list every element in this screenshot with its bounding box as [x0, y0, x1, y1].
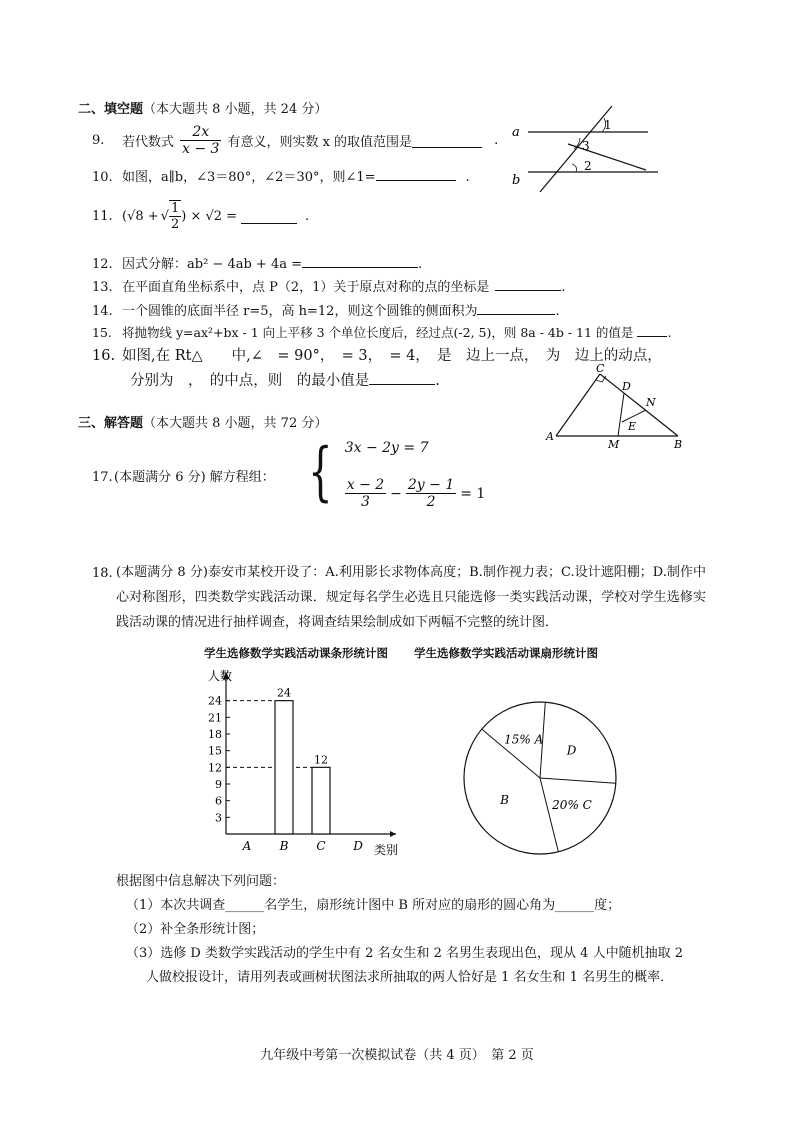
- bar-chart-title: 学生选修数学实践活动课条形统计图: [204, 646, 388, 660]
- q11-expr-b: ) × √2 =: [181, 208, 238, 224]
- q18-sub-3-line-2: 人做校报设计，请用列表或画树状图法求所抽取的两人恰好是 1 名女生和 1 名男生的概率．: [146, 970, 674, 985]
- q12-number: 12.: [92, 257, 113, 272]
- question-18-paragraph: (本题满分 8 分)泰安市某校开设了：A.利用影长求物体高度；B.制作视力表；C.设计遮阳棚；D.制作中心对称图形，四类数学实践活动课．规定每名学生必选且只能选修一类实践活动课，学校对学生选修实践活动课的情况进行抽样调查，将调查结果绘制成如下两幅不完整的统计图．: [116, 565, 706, 630]
- slice-label-D: D: [566, 743, 577, 758]
- section-2-heading: [78, 98, 327, 117]
- x-tick-label: B: [279, 839, 289, 853]
- q11-fraction: [169, 200, 181, 232]
- section-3-heading: [78, 412, 327, 431]
- label-B: B: [674, 438, 683, 451]
- question-14: [92, 300, 560, 319]
- q14-number: 14.: [92, 304, 113, 319]
- question-10: [92, 166, 470, 185]
- q10-end: .: [465, 170, 470, 185]
- question-16-cont: [130, 369, 440, 390]
- bar-label-B: 24: [277, 686, 291, 700]
- y-tick-label: 3: [215, 811, 222, 825]
- side-CA: [556, 374, 600, 436]
- q12-text: 因式分解：ab² − 4ab + 4a =: [122, 257, 302, 272]
- y-tick-label: 12: [208, 761, 222, 775]
- q17-eq-2: [345, 477, 486, 510]
- y-tick-label: 15: [208, 744, 222, 758]
- q17-equations: [345, 440, 486, 510]
- y-tick-label: 24: [208, 694, 222, 708]
- transversal-line: [540, 106, 612, 192]
- q9-pre: 若代数式: [122, 135, 175, 150]
- question-18-number: 18.: [92, 566, 113, 581]
- q17-system: [300, 435, 486, 510]
- y-axis-label: 人数: [208, 669, 233, 683]
- x-tick-label: C: [316, 839, 326, 853]
- q9-fraction: [180, 124, 221, 157]
- q16-line-2: 分别为 ， 的中点，则 的最小值是: [130, 373, 370, 389]
- bar-C: [312, 767, 330, 834]
- q15-blank: [637, 324, 667, 337]
- q13-text: 在平面直角坐标系中，点 P（2，1）关于原点对称的点的坐标是: [122, 280, 490, 295]
- label-C: C: [596, 362, 605, 375]
- x-tick-label: A: [242, 839, 252, 853]
- q17-text: (本题满分 6 分) 解方程组：: [114, 470, 275, 485]
- bar-chart: [196, 664, 416, 860]
- q15-text: 将抛物线 y=ax²+bx - 1 向上平移 3 个单位长度后，经过点(-2, 5)，则 8a - 4b - 11 的值是: [122, 325, 634, 340]
- label-A: A: [546, 430, 554, 443]
- question-12: [92, 253, 422, 272]
- y-tick-label: 21: [208, 711, 222, 725]
- q11-frac-num: 1: [170, 201, 180, 216]
- q9-frac-num: 2x: [180, 124, 221, 141]
- q17-frac-2-num: 2y − 1: [407, 477, 455, 493]
- q10-blank: [376, 168, 456, 181]
- page-footer: 九年级中考第一次模拟试卷（共 4 页） 第 2 页: [260, 1048, 534, 1063]
- q14-end: .: [555, 304, 560, 319]
- x-axis-label: 类别: [373, 843, 398, 857]
- q11-number: 11.: [92, 208, 113, 224]
- q17-eq-1: 3x − 2y = 7: [344, 440, 429, 456]
- side-CB: [600, 374, 678, 436]
- label-N: N: [646, 396, 656, 409]
- label-a: a: [512, 125, 520, 140]
- q9-end: .: [494, 133, 499, 148]
- label-M: M: [608, 438, 620, 451]
- q13-blank: [495, 278, 561, 291]
- question-17: [92, 466, 275, 485]
- section-2-title: 二、填空题: [78, 102, 144, 117]
- bar-B: [275, 701, 293, 834]
- q10-number: 10.: [92, 170, 113, 185]
- question-9: [92, 124, 498, 157]
- q17-eq2-end: = 1: [460, 485, 486, 502]
- figure-right-triangle: [538, 362, 698, 454]
- q10-text: 如图，a∥b，∠3＝80°，∠2＝30°，则∠1=: [122, 170, 376, 185]
- q17-minus: −: [390, 485, 402, 502]
- q15-end: .: [667, 325, 672, 340]
- slice-label-B: B: [500, 793, 509, 808]
- q11-blank: [241, 209, 297, 224]
- q18-sub-2: （2）补全条形统计图；: [126, 922, 265, 937]
- q12-end: .: [418, 257, 423, 272]
- angle-arc-2: [572, 164, 577, 172]
- q15-number: 15.: [92, 325, 112, 340]
- section-2-note: （本大题共 8 小题，共 24 分）: [143, 102, 328, 117]
- question-15: [92, 323, 671, 341]
- q9-frac-den: x − 3: [182, 141, 220, 157]
- q17-frac-1-num: x − 2: [346, 477, 385, 493]
- section-3-note: （本大题共 8 小题，共 72 分）: [143, 416, 328, 431]
- q13-number: 13.: [92, 280, 113, 295]
- q14-blank: [477, 302, 555, 315]
- q9-blank: [412, 133, 482, 148]
- figure-parallel-lines: [508, 104, 668, 192]
- section-3-title: 三、解答题: [78, 416, 144, 431]
- q14-text: 一个圆锥的底面半径 r=5，高 h=12，则这个圆锥的侧面积为: [122, 304, 478, 319]
- q18-sub-1: （1）本次共调查______名学生，扇形统计图中 B 所对应的扇形的圆心角为______度；: [126, 898, 621, 913]
- q16-line-1: 如图,在 Rt△ 中,∠ = 90°， = 3， = 4， 是 边上一点， 为 边上的动点，: [122, 348, 662, 364]
- segment-DM: [618, 393, 624, 436]
- q16-number: 16.: [92, 348, 116, 364]
- q11-end: .: [305, 208, 310, 224]
- q9-number: 9.: [92, 133, 105, 148]
- label-angle-3: 3: [582, 139, 590, 153]
- q9-post: 有意义，则实数 x 的取值范围是: [227, 135, 413, 150]
- slice-label-C: 20% C: [552, 797, 592, 812]
- y-tick-label: 18: [208, 728, 222, 741]
- q18-intro: 根据图中信息解决下列问题：: [116, 874, 286, 889]
- q17-frac-2-den: 2: [426, 494, 436, 510]
- slice-label-A: 15% A: [504, 732, 544, 747]
- label-D: D: [622, 380, 631, 393]
- q11-frac-den: 2: [170, 217, 180, 232]
- q11-expr-a: (√8 +: [122, 208, 159, 224]
- slanted-line: [568, 144, 646, 170]
- q17-number: 17.: [92, 470, 113, 485]
- q11-sqrt: √: [160, 208, 169, 224]
- label-E: E: [628, 420, 637, 433]
- pie-chart: [460, 698, 620, 858]
- q17-brace: {: [308, 435, 333, 509]
- label-angle-1: 1: [604, 118, 612, 132]
- question-13: [92, 276, 566, 295]
- x-tick-label: D: [353, 839, 363, 853]
- q13-end: .: [561, 280, 566, 295]
- y-tick-label: 6: [215, 794, 222, 808]
- bar-label-C: 12: [314, 753, 328, 767]
- q12-blank: [302, 255, 418, 268]
- question-11: [92, 200, 309, 232]
- label-angle-2: 2: [584, 159, 592, 173]
- x-axis-arrow: [390, 831, 396, 837]
- y-tick-label: 9: [215, 778, 222, 791]
- q16-blank: [369, 372, 435, 385]
- q18-sub-3-line-1: （3）选修 D 类数学实践活动的学生中有 2 名女生和 2 名男生表现出色，现从 4 人中随机抽取 2: [126, 946, 683, 961]
- q17-frac-1: [345, 477, 386, 510]
- pie-chart-title: 学生选修数学实践活动课扇形统计图: [414, 646, 598, 660]
- label-b: b: [512, 173, 521, 188]
- q16-end: .: [435, 373, 440, 389]
- q17-frac-1-den: 3: [360, 494, 370, 510]
- q17-frac-2: [406, 477, 456, 510]
